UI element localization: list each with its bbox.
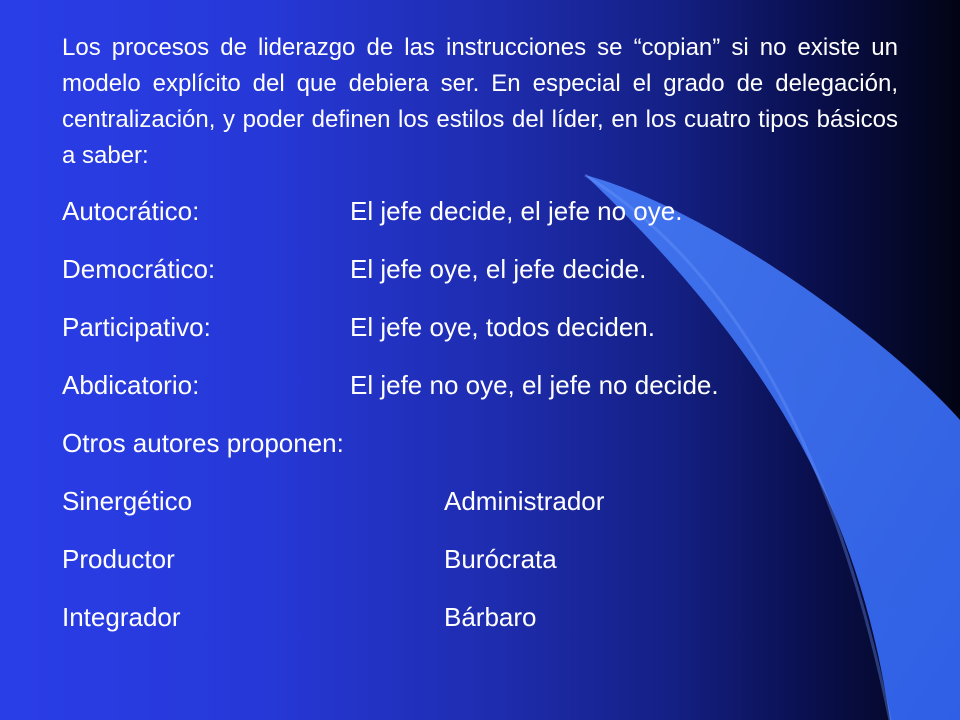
style-row-autocratico — [62, 182, 898, 240]
others-heading-row — [62, 414, 898, 472]
style-row-abdicatorio — [62, 356, 898, 414]
others-heading: Otros autores proponen: — [62, 428, 344, 458]
intro-paragraph: Los procesos de liderazgo de las instrucciones se “copian” si no existe un modelo explícito del que debiera ser. En especial el grado de delegación, centralización, y poder definen los estilos del líder, en los cuatro tipos básicos a saber: — [62, 34, 898, 169]
other-type-left: Sinergético — [62, 486, 193, 516]
other-type-row — [62, 472, 898, 530]
style-name: Autocrático: — [62, 196, 200, 226]
style-row-participativo — [62, 298, 898, 356]
other-type-row — [62, 530, 898, 588]
other-type-right: Bárbaro — [444, 602, 537, 632]
style-row-democratico — [62, 240, 898, 298]
style-description: El jefe oye, todos deciden. — [350, 312, 655, 342]
other-type-right: Burócrata — [444, 544, 557, 574]
other-type-left: Productor — [62, 544, 175, 574]
slide-content — [62, 30, 898, 646]
style-description: El jefe decide, el jefe no oye. — [350, 196, 683, 226]
style-name: Democrático: — [62, 254, 216, 284]
style-description: El jefe no oye, el jefe no decide. — [350, 370, 719, 400]
other-type-left: Integrador — [62, 602, 181, 632]
other-type-right: Administrador — [444, 486, 605, 516]
other-type-row — [62, 588, 898, 646]
style-description: El jefe oye, el jefe decide. — [350, 254, 647, 284]
style-name: Participativo: — [62, 312, 211, 342]
style-name: Abdicatorio: — [62, 370, 200, 400]
